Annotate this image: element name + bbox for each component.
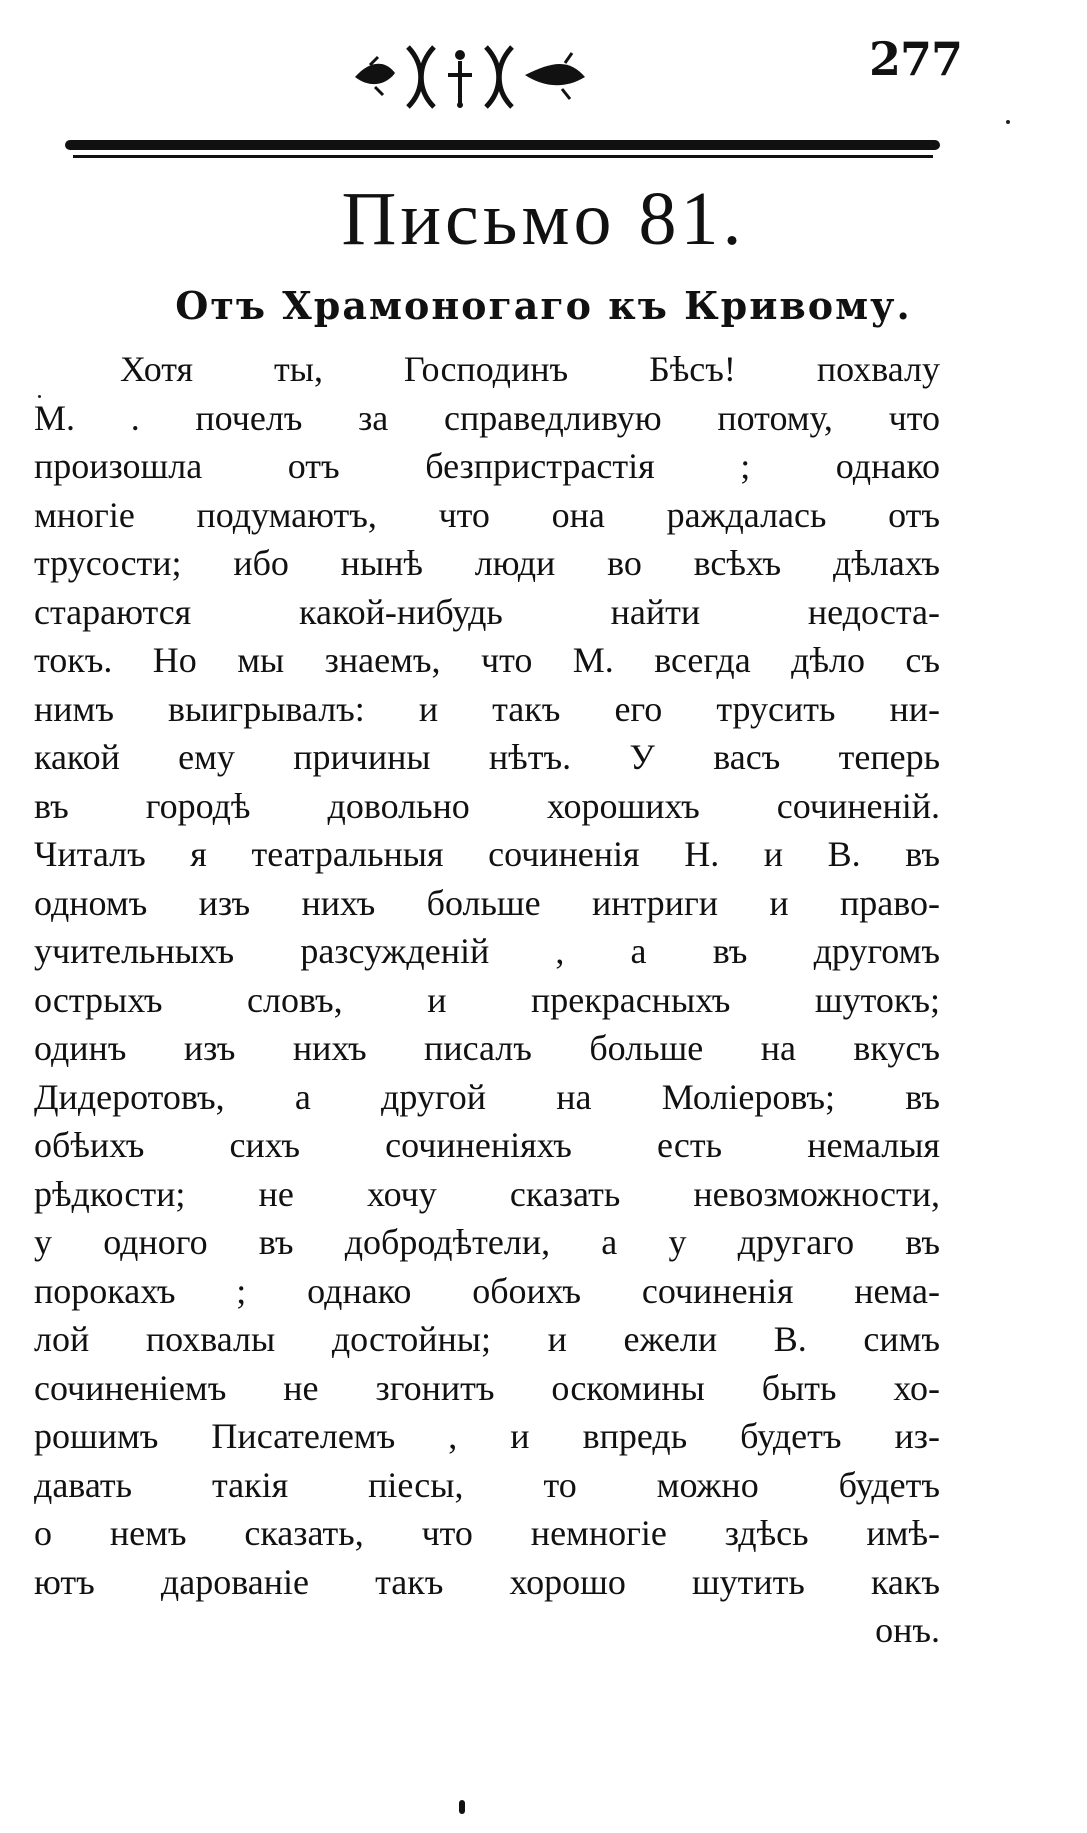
text-line: учительныхъ разсужденiй , а въ другомъ [34, 931, 940, 971]
text-line: у одного въ добродѣтели, а у другаго въ [34, 1222, 940, 1262]
fleuron-ornament-icon [350, 35, 590, 115]
text-line: ютъ дарованiе такъ хорошо шутить какъ [34, 1561, 940, 1602]
text-line: одинъ изъ нихъ писалъ больше на вкусъ [34, 1028, 940, 1068]
letter-subtitle: Отъ Храмоногаго къ Кривому. [175, 283, 912, 328]
text-line: рѣдкости; не хочу сказать невозможности, [34, 1173, 940, 1214]
text-line: нимъ выигрывалъ: и такъ его трусить ни- [34, 688, 940, 729]
text-line: Дидеротовъ, а другой на Молiеровъ; въ [34, 1076, 940, 1117]
text-line: трусости; ибо нынѣ люди во всѣхъ дѣлахъ [34, 543, 940, 583]
ink-mark [459, 1800, 465, 1814]
text-line: о немъ сказать, что немногiе здѣсь имѣ- [34, 1513, 940, 1553]
text-line: въ городѣ довольно хорошихъ сочиненiй. [34, 785, 940, 826]
page-number: 277 [868, 32, 962, 86]
text-line: острыхъ словъ, и прекрасныхъ шутокъ; [34, 979, 940, 1020]
header-rule [65, 140, 940, 158]
text-line: Читалъ я театральныя сочиненiя Н. и В. въ [34, 834, 940, 874]
letter-body [34, 345, 940, 1655]
text-line: многiе подумаютъ, что она раждалась отъ [34, 494, 940, 535]
text-line: рошимъ Писателемъ , и впредь будетъ из- [34, 1416, 940, 1456]
text-line: М. . почелъ за справедливую потому, что [34, 397, 940, 438]
text-line: обѣихъ сихъ сочиненiяхъ есть немалыя [34, 1125, 940, 1165]
text-line: сочиненiемъ не згонитъ оскомины быть хо- [34, 1367, 940, 1408]
text-line: какой ему причины нѣтъ. У васъ теперь [34, 737, 940, 777]
text-line: давать такiя пiесы, то можно будетъ [34, 1464, 940, 1505]
text-line: лой похвалы достойны; и ежели В. симъ [34, 1319, 940, 1359]
page-header [330, 30, 960, 125]
text-line: порокахъ ; однако обоихъ сочиненiя нема- [34, 1270, 940, 1311]
text-line: токъ. Но мы знаемъ, что М. всегда дѣло съ [34, 640, 940, 680]
text-line-last: онъ. [875, 1610, 940, 1650]
text-line: одномъ изъ нихъ больше интриги и право- [34, 882, 940, 923]
ink-speck [1006, 120, 1010, 124]
letter-title: Письмо 81. [341, 177, 746, 261]
text-line: произошла отъ безпристрастiя ; однако [34, 446, 940, 486]
ink-speck [38, 395, 41, 398]
text-line: стараются какой-нибудь найти недоста- [34, 591, 940, 632]
text-line: Хотя ты, Господинъ Бѣсъ! похвалу [120, 349, 940, 389]
